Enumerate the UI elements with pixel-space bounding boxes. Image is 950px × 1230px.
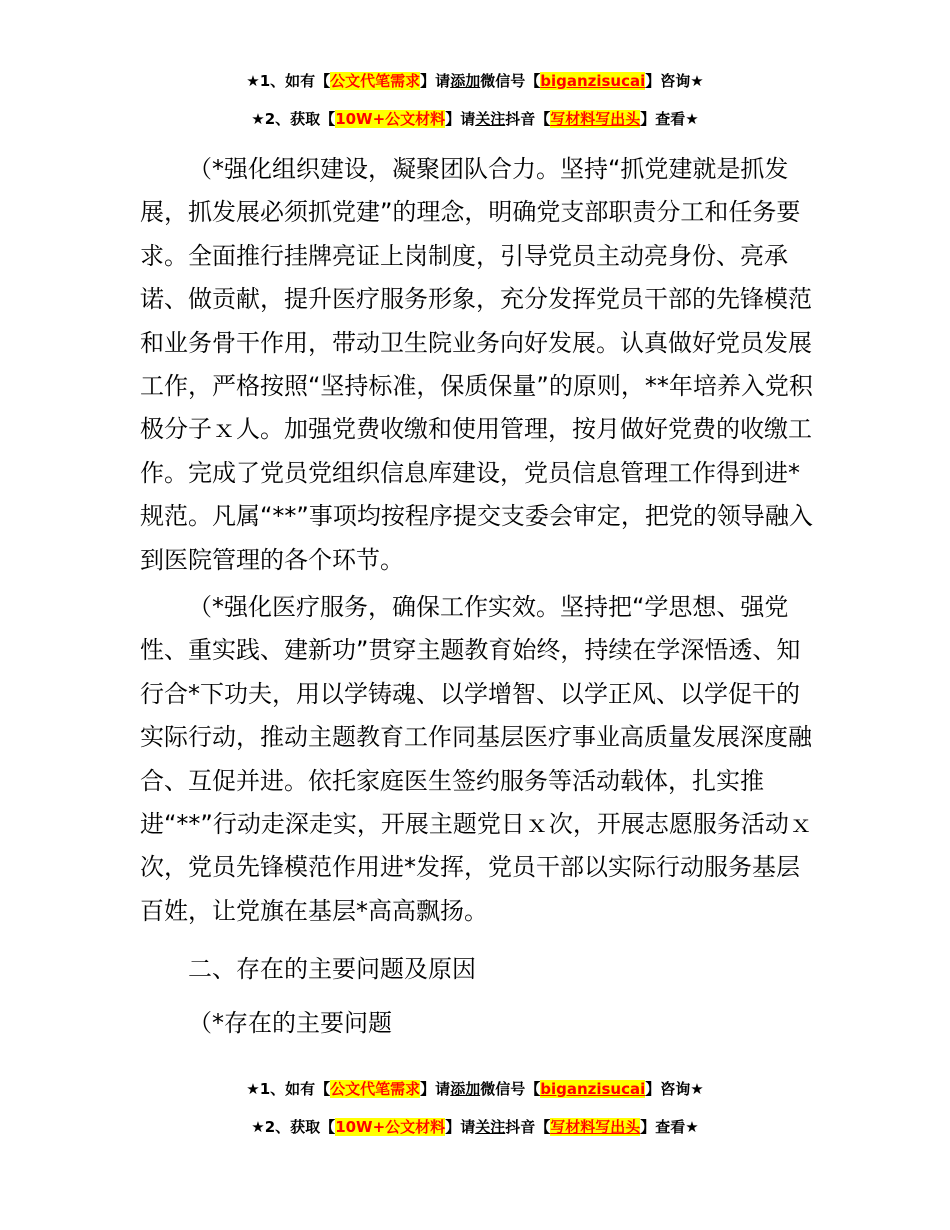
- banner-text: 微信号【: [480, 72, 541, 90]
- promo-banner-line-2: [0, 108, 950, 129]
- paragraph-organization: [140, 148, 820, 582]
- highlight-tag: 10W+公文材料: [335, 1118, 446, 1136]
- banner-text: ★1、如有【: [246, 1080, 331, 1098]
- banner-text: 微信号【: [480, 1080, 541, 1098]
- douyin-account-tag: 写材料写出头: [550, 110, 641, 128]
- paragraph-text: （*强化医疗服务，确保工作实效。坚持把“学思想、强党性、重实践、建新功”贯穿主题教育始终，持续在学深悟透、知行合*下功夫，用以学铸魂、以学增智、以学正风、以学促干的实际行动，推动主题教育工作同基层医疗事业高质量发展深度融合、互促并进。依托家庭医生签约服务等活动载体，扎实推进“**”行动走深走实，开展主题党日ｘ次，开展志愿服务活动ｘ次，党员先锋模范作用进*发挥，党员干部以实际行动服务基层百姓，让党旗在基层*高高飘扬。: [140, 593, 813, 925]
- underlined-word: 添加: [450, 1080, 481, 1098]
- subsection-heading: （*存在的主要问题: [188, 1009, 392, 1037]
- banner-text: 】查看★: [640, 1118, 699, 1136]
- banner-text: 】咨询★: [645, 72, 704, 90]
- wechat-id-tag: biganzisucai: [540, 1080, 646, 1098]
- highlight-tag: 公文代笔需求: [330, 72, 421, 90]
- banner-text: ★1、如有【: [246, 72, 331, 90]
- douyin-account-tag: 写材料写出头: [550, 1118, 641, 1136]
- highlight-tag: 10W+公文材料: [335, 110, 446, 128]
- highlight-tag: 公文代笔需求: [330, 1080, 421, 1098]
- banner-text: 】查看★: [640, 110, 699, 128]
- banner-text: 】请: [445, 110, 476, 128]
- banner-text: 】咨询★: [645, 1080, 704, 1098]
- banner-text: ★2、获取【: [251, 1118, 336, 1136]
- banner-text: 】请: [420, 1080, 451, 1098]
- banner-text: 】请: [445, 1118, 476, 1136]
- promo-banner-line-1: [0, 70, 950, 91]
- paragraph-text: （*强化组织建设，凝聚团队合力。坚持“抓党建就是抓发展，抓发展必须抓党建”的理念，明确党支部职责分工和任务要求。全面推行挂牌亮证上岗制度，引导党员主动亮身份、亮承诺、做贡献，提升医疗服务形象，充分发挥党员干部的先锋模范和业务骨干作用，带动卫生院业务向好发展。认真做好党员发展工作，严格按照“坚持标准，保质保量”的原则，**年培养入党积极分子ｘ人。加强党费收缴和使用管理，按月做好党费的收缴工作。完成了党员党组织信息库建设，党员信息管理工作得到进*规范。凡属“**”事项均按程序提交支委会审定，把党的领导融入到医院管理的各个环节。: [140, 155, 813, 574]
- underlined-word: 关注: [475, 1118, 506, 1136]
- banner-text: 抖音【: [505, 110, 551, 128]
- underlined-word: 关注: [475, 110, 506, 128]
- paragraph-medical-service: [140, 586, 820, 933]
- wechat-id-tag: biganzisucai: [540, 72, 646, 90]
- promo-banner-line-2-bottom: [0, 1116, 950, 1137]
- section-heading: 二、存在的主要问题及原因: [188, 955, 476, 983]
- promo-banner-line-1-bottom: [0, 1078, 950, 1099]
- underlined-word: 添加: [450, 72, 481, 90]
- banner-text: ★2、获取【: [251, 110, 336, 128]
- banner-text: 】请: [420, 72, 451, 90]
- banner-text: 抖音【: [505, 1118, 551, 1136]
